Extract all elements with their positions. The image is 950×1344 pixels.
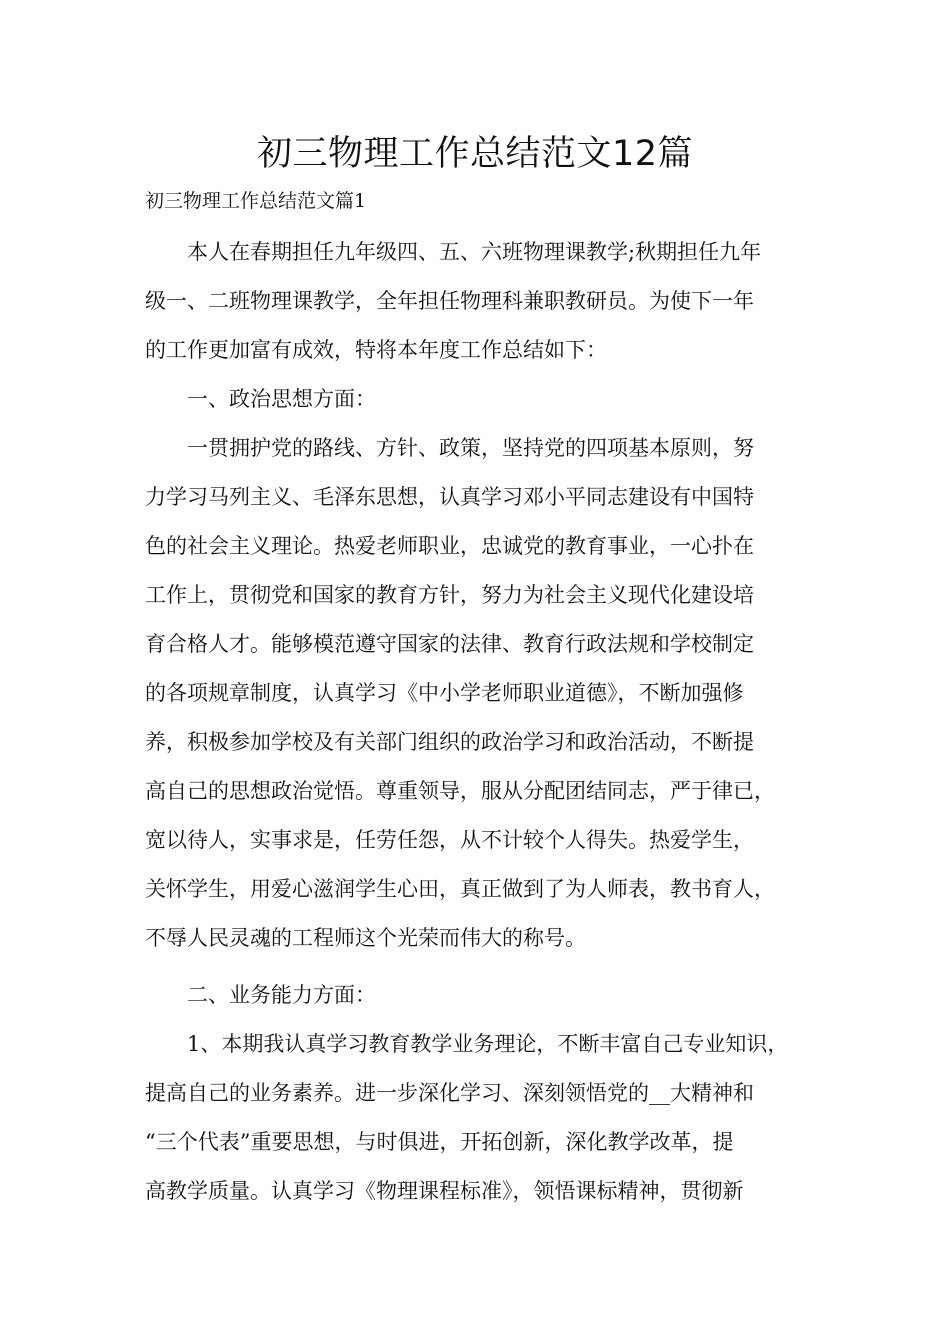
section-heading: 初三物理工作总结范文篇1 [145,190,367,212]
paragraph-line: “三个代表”重要思想，与时俱进，开拓创新，深化教学改革，提 [145,1130,734,1154]
section-heading-politics: 一、政治思想方面： [145,387,376,411]
body-text [145,228,825,1216]
paragraph-line: 高教学质量。认真学习《物理课程标准》，领悟课标精神，贯彻新 [145,1179,744,1203]
paragraph-line: 1、本期我认真学习教育教学业务理论，不断丰富自己专业知识， [145,1032,789,1056]
paragraph-line: 宽以待人，实事求是，任劳任怨，从不计较个人得失。热爱学生， [145,828,754,852]
paragraph-line: 工作上，贯彻党和国家的教育方针，努力为社会主义现代化建设培 [145,583,754,607]
paragraph-line: 关怀学生，用爱心滋润学生心田，真正做到了为人师表，教书育人， [145,877,775,901]
paragraph-line: 的各项规章制度，认真学习《中小学老师职业道德》，不断加强修 [145,681,744,705]
paragraph-line: 高自己的思想政治觉悟。尊重领导，服从分配团结同志，严于律已， [145,779,775,803]
paragraph-line: 一贯拥护党的路线、方针、政策，坚持党的四项基本原则，努 [145,436,754,460]
paragraph-line: 色的社会主义理论。热爱老师职业，忠诚党的教育事业，一心扑在 [145,534,754,558]
paragraph-line: 的工作更加富有成效，特将本年度工作总结如下： [145,338,607,362]
document-title: 初三物理工作总结范文12篇 [256,134,694,174]
paragraph-line: 本人在春期担任九年级四、五、六班物理课教学;秋期担任九年 [145,240,762,264]
paragraph-line: 养，积极参加学校及有关部门组织的政治学习和政治活动，不断提 [145,730,754,754]
paragraph-line: 力学习马列主义、毛泽东思想，认真学习邓小平同志建设有中国特 [145,485,754,509]
paragraph-line: 不辱人民灵魂的工程师这个光荣而伟大的称号。 [145,926,586,950]
paragraph-line: 级一、二班物理课教学，全年担任物理科兼职教研员。为使下一年 [145,289,754,313]
section-heading-ability: 二、业务能力方面： [145,983,376,1007]
paragraph-line: 提高自己的业务素养。进一步深化学习、深刻领悟党的__大精神和 [145,1081,754,1105]
paragraph-line: 育合格人才。能够模范遵守国家的法律、教育行政法规和学校制定 [145,632,754,656]
